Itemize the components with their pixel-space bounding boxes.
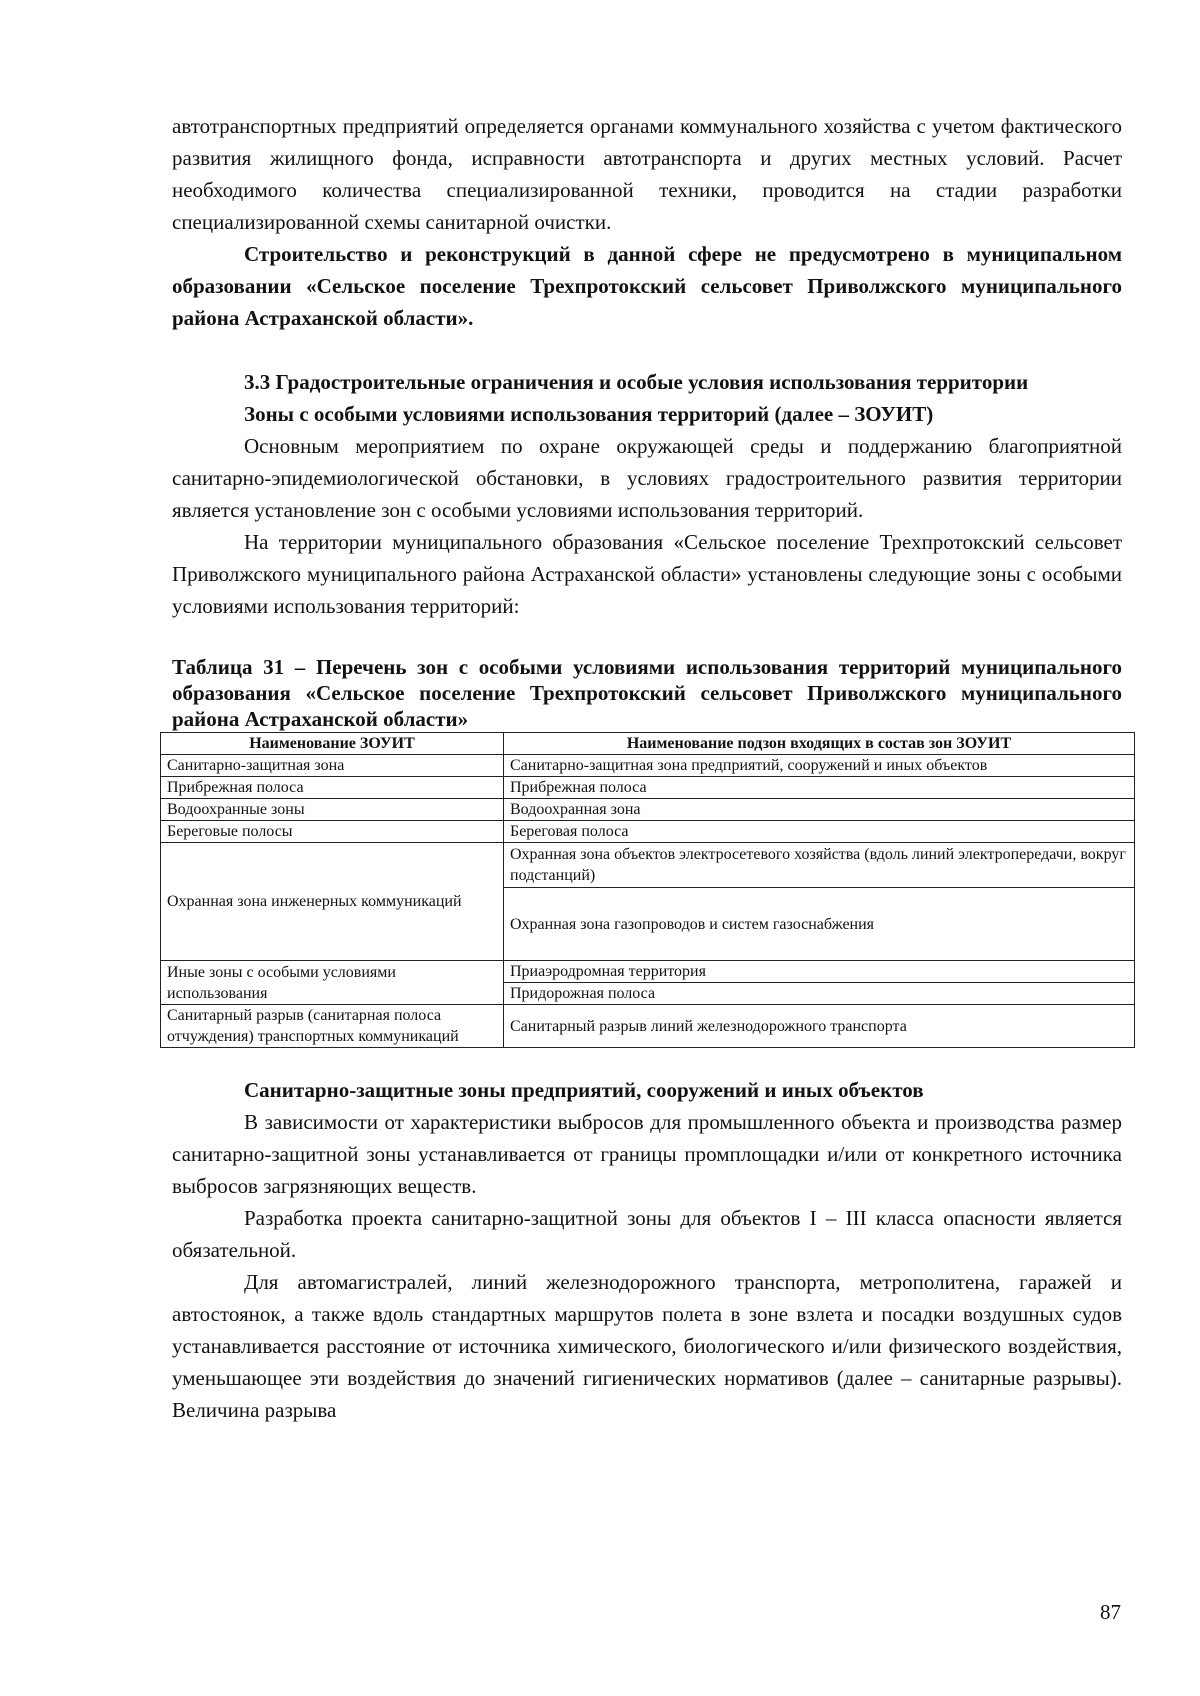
table-row	[161, 1005, 1135, 1048]
subheading-zouit: Зоны с особыми условиями использования территорий (далее – ЗОУИТ)	[244, 402, 934, 426]
table-cell-subzone: Санитарный разрыв линий железнодорожного транспорта	[504, 1005, 1135, 1048]
szz-paragraph: Для автомагистралей, линий железнодорожного транспорта, метрополитена, гаражей и автостоянок, а также вдоль стандартных маршрутов полета в зоне взлета и посадки воздушных судов устанавливается расстояние от источника химического, биологического и/или физического воздействия, уменьшающее эти воздействия до значений гигиенических нормативов (далее – санитарные разрывы). Величина разрыва	[172, 1270, 1122, 1422]
table-cell-zone: Санитарный разрыв (санитарная полоса отчуждения) транспортных коммуникаций	[161, 1005, 504, 1048]
table-cell-zone: Береговые полосы	[161, 821, 504, 843]
table-cell-zone: Прибрежная полоса	[161, 777, 504, 799]
szz-heading: Санитарно-защитные зоны предприятий, сооружений и иных объектов	[244, 1078, 924, 1102]
page-content	[167, 110, 1126, 1426]
table-cell-subzone: Придорожная полоса	[504, 983, 1135, 1005]
table-header-zone: Наименование ЗОУИТ	[161, 733, 504, 755]
table-row	[161, 799, 1135, 821]
paragraph-zouit-2: На территории муниципального образования «Сельское поселение Трехпротокский сельсовет Приволжского муниципального района Астраханской области» установлены следующие зоны с особыми условиями использования территорий:	[172, 530, 1122, 618]
table-cell-subzone: Охранная зона объектов электросетевого хозяйства (вдоль линий электропередачи, вокруг подстанций)	[504, 843, 1135, 888]
paragraph-zouit-1: Основным мероприятием по охране окружающей среды и поддержанию благоприятной санитарно-эпидемиологической обстановки, в условиях градостроительного развития территории является установление зон с особыми условиями использования территорий.	[172, 434, 1122, 522]
page-number: 87	[1100, 1600, 1121, 1624]
szz-paragraph: В зависимости от характеристики выбросов для промышленного объекта и производства размер санитарно-защитной зоны устанавливается от границы промплощадки и/или от конкретного источника выбросов загрязняющих веществ.	[172, 1110, 1122, 1198]
table-row	[161, 843, 1135, 888]
spacer	[172, 1048, 1122, 1074]
table-cell-subzone: Санитарно-защитная зона предприятий, сооружений и иных объектов	[504, 755, 1135, 777]
table-row	[161, 777, 1135, 799]
szz-paragraph: Разработка проекта санитарно-защитной зоны для объектов I – III класса опасности является обязательной.	[172, 1206, 1122, 1262]
table-cell-zone: Охранная зона инженерных коммуникаций	[161, 843, 504, 961]
table-cell-zone: Санитарно-защитная зона	[161, 755, 504, 777]
table-cell-subzone: Береговая полоса	[504, 821, 1135, 843]
table-caption: Таблица 31 – Перечень зон с особыми условиями использования территорий муниципального образования «Сельское поселение Трехпротокский сельсовет Приволжского муниципального района Астраханской области»	[172, 655, 1122, 731]
table-row	[161, 821, 1135, 843]
table-header-row	[161, 733, 1135, 755]
bold-statement: Строительство и реконструкций в данной сфере не предусмотрено в муниципальном образовании «Сельское поселение Трехпротокский сельсовет Приволжского муниципального района Астраханской области».	[172, 242, 1122, 330]
spacer	[172, 334, 1122, 366]
spacer	[172, 622, 1122, 654]
table-cell-zone: Иные зоны с особыми условиями использования	[161, 961, 504, 1005]
table-cell-zone: Водоохранные зоны	[161, 799, 504, 821]
table-row	[161, 755, 1135, 777]
table-header-subzones: Наименование подзон входящих в состав зон ЗОУИТ	[504, 733, 1135, 755]
table-cell-subzone: Приаэродромная территория	[504, 961, 1135, 983]
table-row	[161, 961, 1135, 983]
table-cell-subzone: Прибрежная полоса	[504, 777, 1135, 799]
paragraph-top: автотранспортных предприятий определяется органами коммунального хозяйства с учетом фактического развития жилищного фонда, исправности автотранспорта и других местных условий. Расчет необходимого количества специализированной техники, проводится на стадии разработки специализированной схемы санитарной очистки.	[172, 114, 1122, 234]
section-heading: 3.3 Градостроительные ограничения и особые условия использования территории	[244, 370, 1029, 394]
table-cell-subzone: Охранная зона газопроводов и систем газоснабжения	[504, 888, 1135, 961]
zouit-table	[160, 732, 1135, 1048]
table-cell-subzone: Водоохранная зона	[504, 799, 1135, 821]
